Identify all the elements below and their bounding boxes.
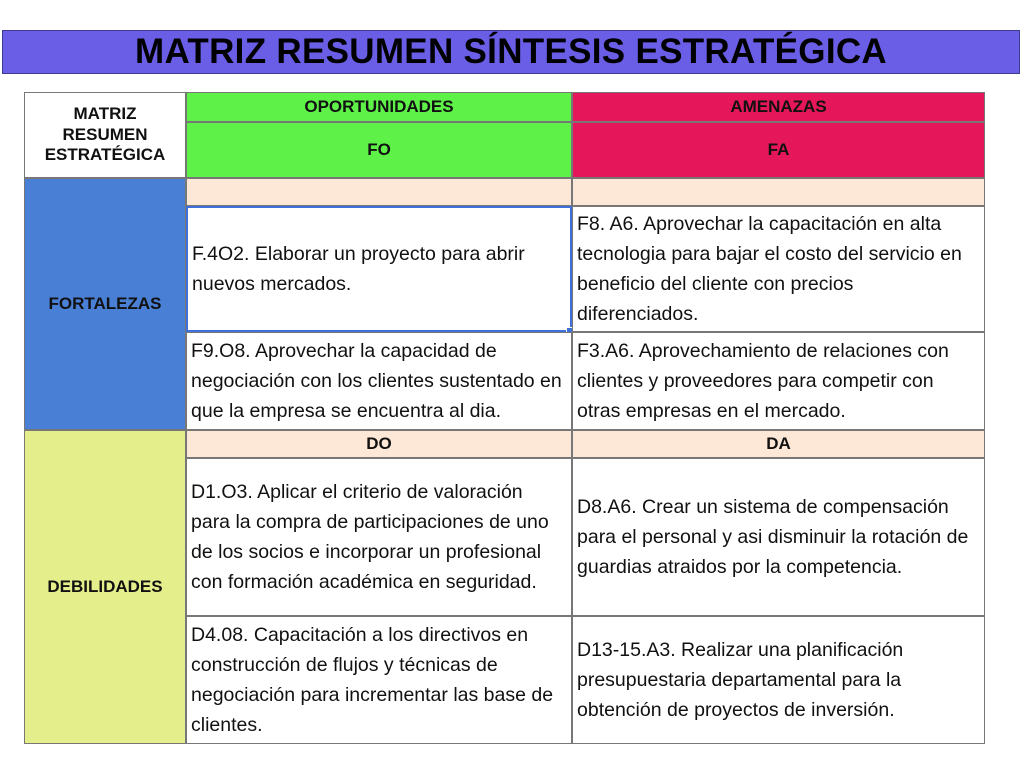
fa-header: FA [572,122,985,178]
weaknesses-label: DEBILIDADES [24,430,186,744]
slide-title: MATRIZ RESUMEN SÍNTESIS ESTRATÉGICA [134,32,887,71]
threats-header: AMENAZAS [572,92,985,122]
da-strategy-cell[interactable]: D13-15.A3. Realizar una planificación presupuestaria departamental para la obtención de proyectos de inversión. [572,616,985,744]
do-header: DO [186,430,572,458]
da-strategy-cell[interactable]: D8.A6. Crear un sistema de compensación para el personal y asi disminuir la rotación de guardias atraidos por la competencia. [572,458,985,616]
strengths-label: FORTALEZAS [24,178,186,430]
do-strategy-cell[interactable]: D4.08. Capacitación a los directivos en construcción de flujos y técnicas de negociación para incrementar las base de clientes. [186,616,572,744]
fo-strategy-cell[interactable]: F.4O2. Elaborar un proyecto para abrir nuevos mercados. [186,206,572,332]
opportunities-header: OPORTUNIDADES [186,92,572,122]
fo-strategy-cell[interactable]: F9.O8. Aprovechar la capacidad de negociación con los clientes sustentado en que la empresa se encuentra al dia. [186,332,572,430]
da-header: DA [572,430,985,458]
fo-spacer-row [186,178,572,206]
slide-title-bar [2,30,1020,74]
do-strategy-cell[interactable]: D1.O3. Aplicar el criterio de valoración para la compra de participaciones de uno de los socios e incorporar un profesional con formación académica en seguridad. [186,458,572,616]
fa-spacer-row [572,178,985,206]
fo-header: FO [186,122,572,178]
fa-strategy-cell[interactable]: F3.A6. Aprovechamiento de relaciones con clientes y proveedores para competir con otras empresas en el mercado. [572,332,985,430]
fa-strategy-cell[interactable]: F8. A6. Aprovechar la capacitación en alta tecnologia para bajar el costo del servicio en beneficio del cliente con precios diferenciados. [572,206,985,332]
matrix-corner-label: MATRIZ RESUMEN ESTRATÉGICA [24,92,186,178]
